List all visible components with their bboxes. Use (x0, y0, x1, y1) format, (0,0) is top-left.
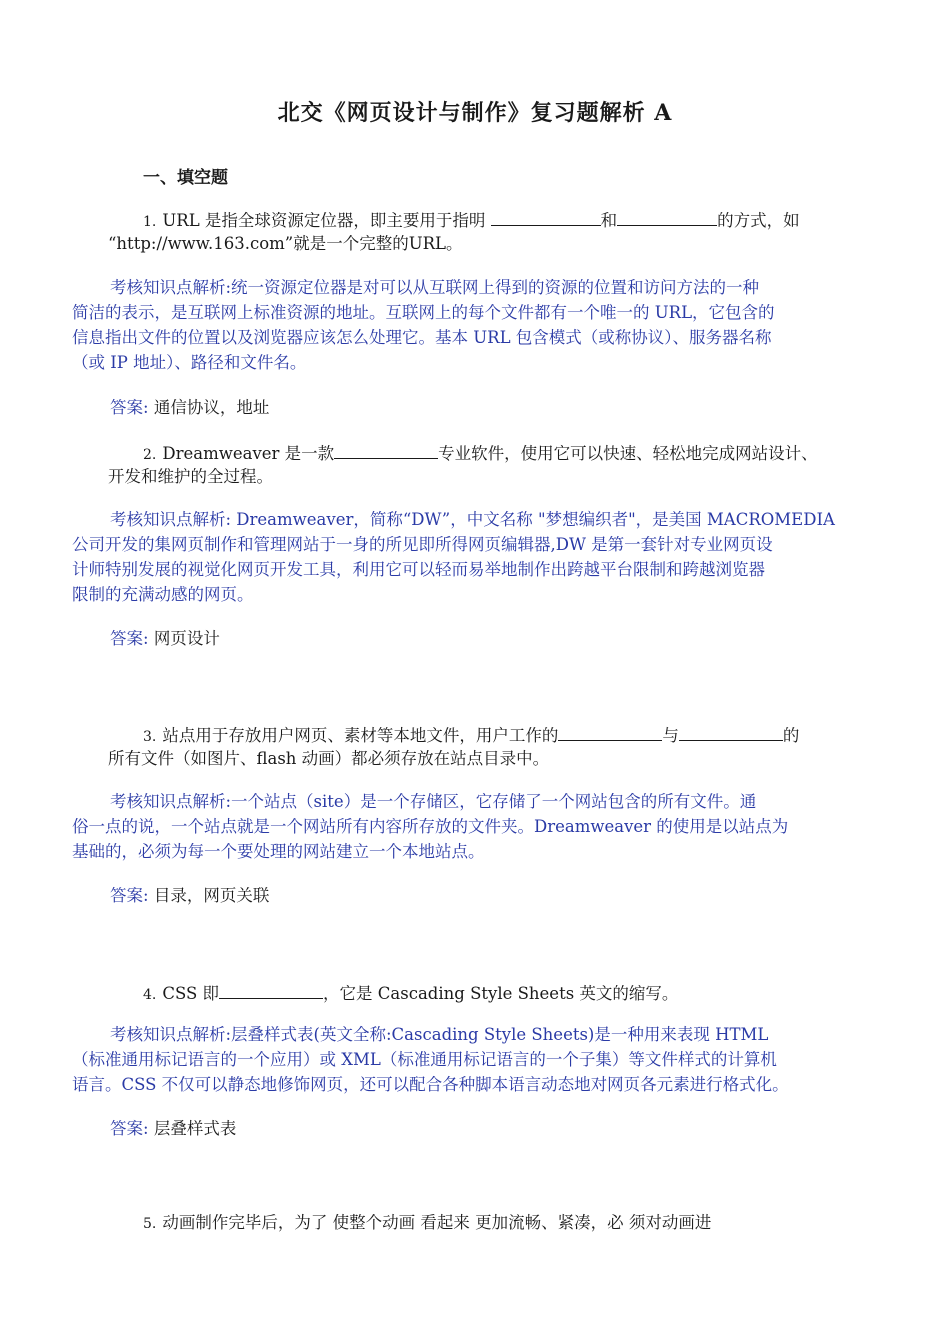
answer-label: 答案: (110, 886, 149, 905)
question-2-analysis-line: 公司开发的集网页制作和管理网站于一身的所见即所得网页编辑器,DW 是第一套针对专业网页设 (72, 535, 773, 554)
question-1-line-1: 1. URL 是指全球资源定位器，即主要用于指明 和 的方式，如 (143, 207, 800, 234)
question-3-analysis-line: 考核知识点解析:一个站点（site）是一个存储区，它存储了一个网站包含的所有文件。通 (110, 792, 757, 811)
blank-field (679, 722, 783, 741)
question-3-line-1: 3. 站点用于存放用户网页、素材等本地文件，用户工作的 与 的 (143, 722, 799, 749)
page-title: 北交《网页设计与制作》复习题解析 A (277, 100, 673, 126)
question-2-line-1: 2. Dreamweaver 是一款 专业软件，使用它可以快速、轻松地完成网站设计、 (143, 440, 818, 467)
answer-label: 答案: (110, 1119, 149, 1138)
answer-text: 目录，网页关联 (153, 886, 270, 905)
question-5-number: 5. (143, 1216, 157, 1232)
answer-label: 答案: (110, 629, 149, 648)
question-4-answer (110, 1117, 236, 1141)
question-5-line-1: 5. 动画制作完毕后，为了 使整个动画 看起来 更加流畅、紧凑，必 须对动画进 (143, 1213, 712, 1232)
section-heading: 一、填空题 (143, 168, 228, 188)
question-4-line-1: 4. CSS 即 ，它是 Cascading Style Sheets 英文的缩写。 (143, 980, 678, 1007)
question-2-analysis-line: 考核知识点解析: Dreamweaver，简称“DW”，中文名称 "梦想编织者"，是美国 MACROMEDIA (110, 510, 835, 529)
question-1-analysis-line: （或 IP 地址）、路径和文件名。 (72, 353, 307, 372)
blank-field (558, 722, 662, 741)
question-1-line-2: “http://www.163.com”就是一个完整的URL。 (108, 234, 463, 253)
question-4-analysis-line: 语言。CSS 不仅可以静态地修饰网页，还可以配合各种脚本语言动态地对网页各元素进行格式化。 (72, 1075, 789, 1094)
question-4-number: 4. (143, 987, 157, 1003)
question-4-analysis-line: 考核知识点解析:层叠样式表(英文全称:Cascading Style Sheets)是一种用来表现 HTML (110, 1025, 769, 1044)
blank-field (219, 980, 323, 999)
question-3-answer (110, 884, 269, 908)
answer-text: 通信协议，地址 (153, 398, 270, 417)
question-4-analysis-line: （标准通用标记语言的一个应用）或 XML（标准通用标记语言的一个子集）等文件样式的计算机 (72, 1050, 777, 1069)
answer-label: 答案: (110, 398, 149, 417)
question-3-line-2: 所有文件（如图片、flash 动画）都必须存放在站点目录中。 (108, 749, 550, 768)
question-2-analysis-line: 计师特别发展的视觉化网页开发工具，利用它可以轻而易举地制作出跨越平台限制和跨越浏览器 (72, 560, 765, 579)
blank-field (491, 207, 601, 226)
question-1-analysis-line: 考核知识点解析:统一资源定位器是对可以从互联网上得到的资源的位置和访问方法的一种 (110, 278, 760, 297)
question-3-number: 3. (143, 729, 157, 745)
question-2-line-2: 开发和维护的全过程。 (108, 467, 273, 486)
question-1-answer (110, 396, 269, 420)
question-2-number: 2. (143, 447, 157, 463)
question-1-analysis-line: 信息指出文件的位置以及浏览器应该怎么处理它。基本 URL 包含模式（或称协议）、服务器名称 (72, 328, 772, 347)
answer-text: 层叠样式表 (153, 1119, 237, 1138)
question-3-analysis-line: 俗一点的说，一个站点就是一个网站所有内容所存放的文件夹。Dreamweaver 的使用是以站点为 (72, 817, 789, 836)
question-3-analysis-line: 基础的，必须为每一个要处理的网站建立一个本地站点。 (72, 842, 485, 861)
question-1-analysis-line: 简洁的表示，是互联网上标准资源的地址。互联网上的每个文件都有一个唯一的 URL，它包含的 (72, 303, 775, 322)
blank-field (334, 440, 438, 459)
question-2-analysis-line: 限制的充满动感的网页。 (72, 585, 254, 604)
question-1-number: 1. (143, 214, 157, 230)
question-2-answer (110, 627, 220, 651)
answer-text: 网页设计 (153, 629, 220, 648)
blank-field (617, 207, 717, 226)
